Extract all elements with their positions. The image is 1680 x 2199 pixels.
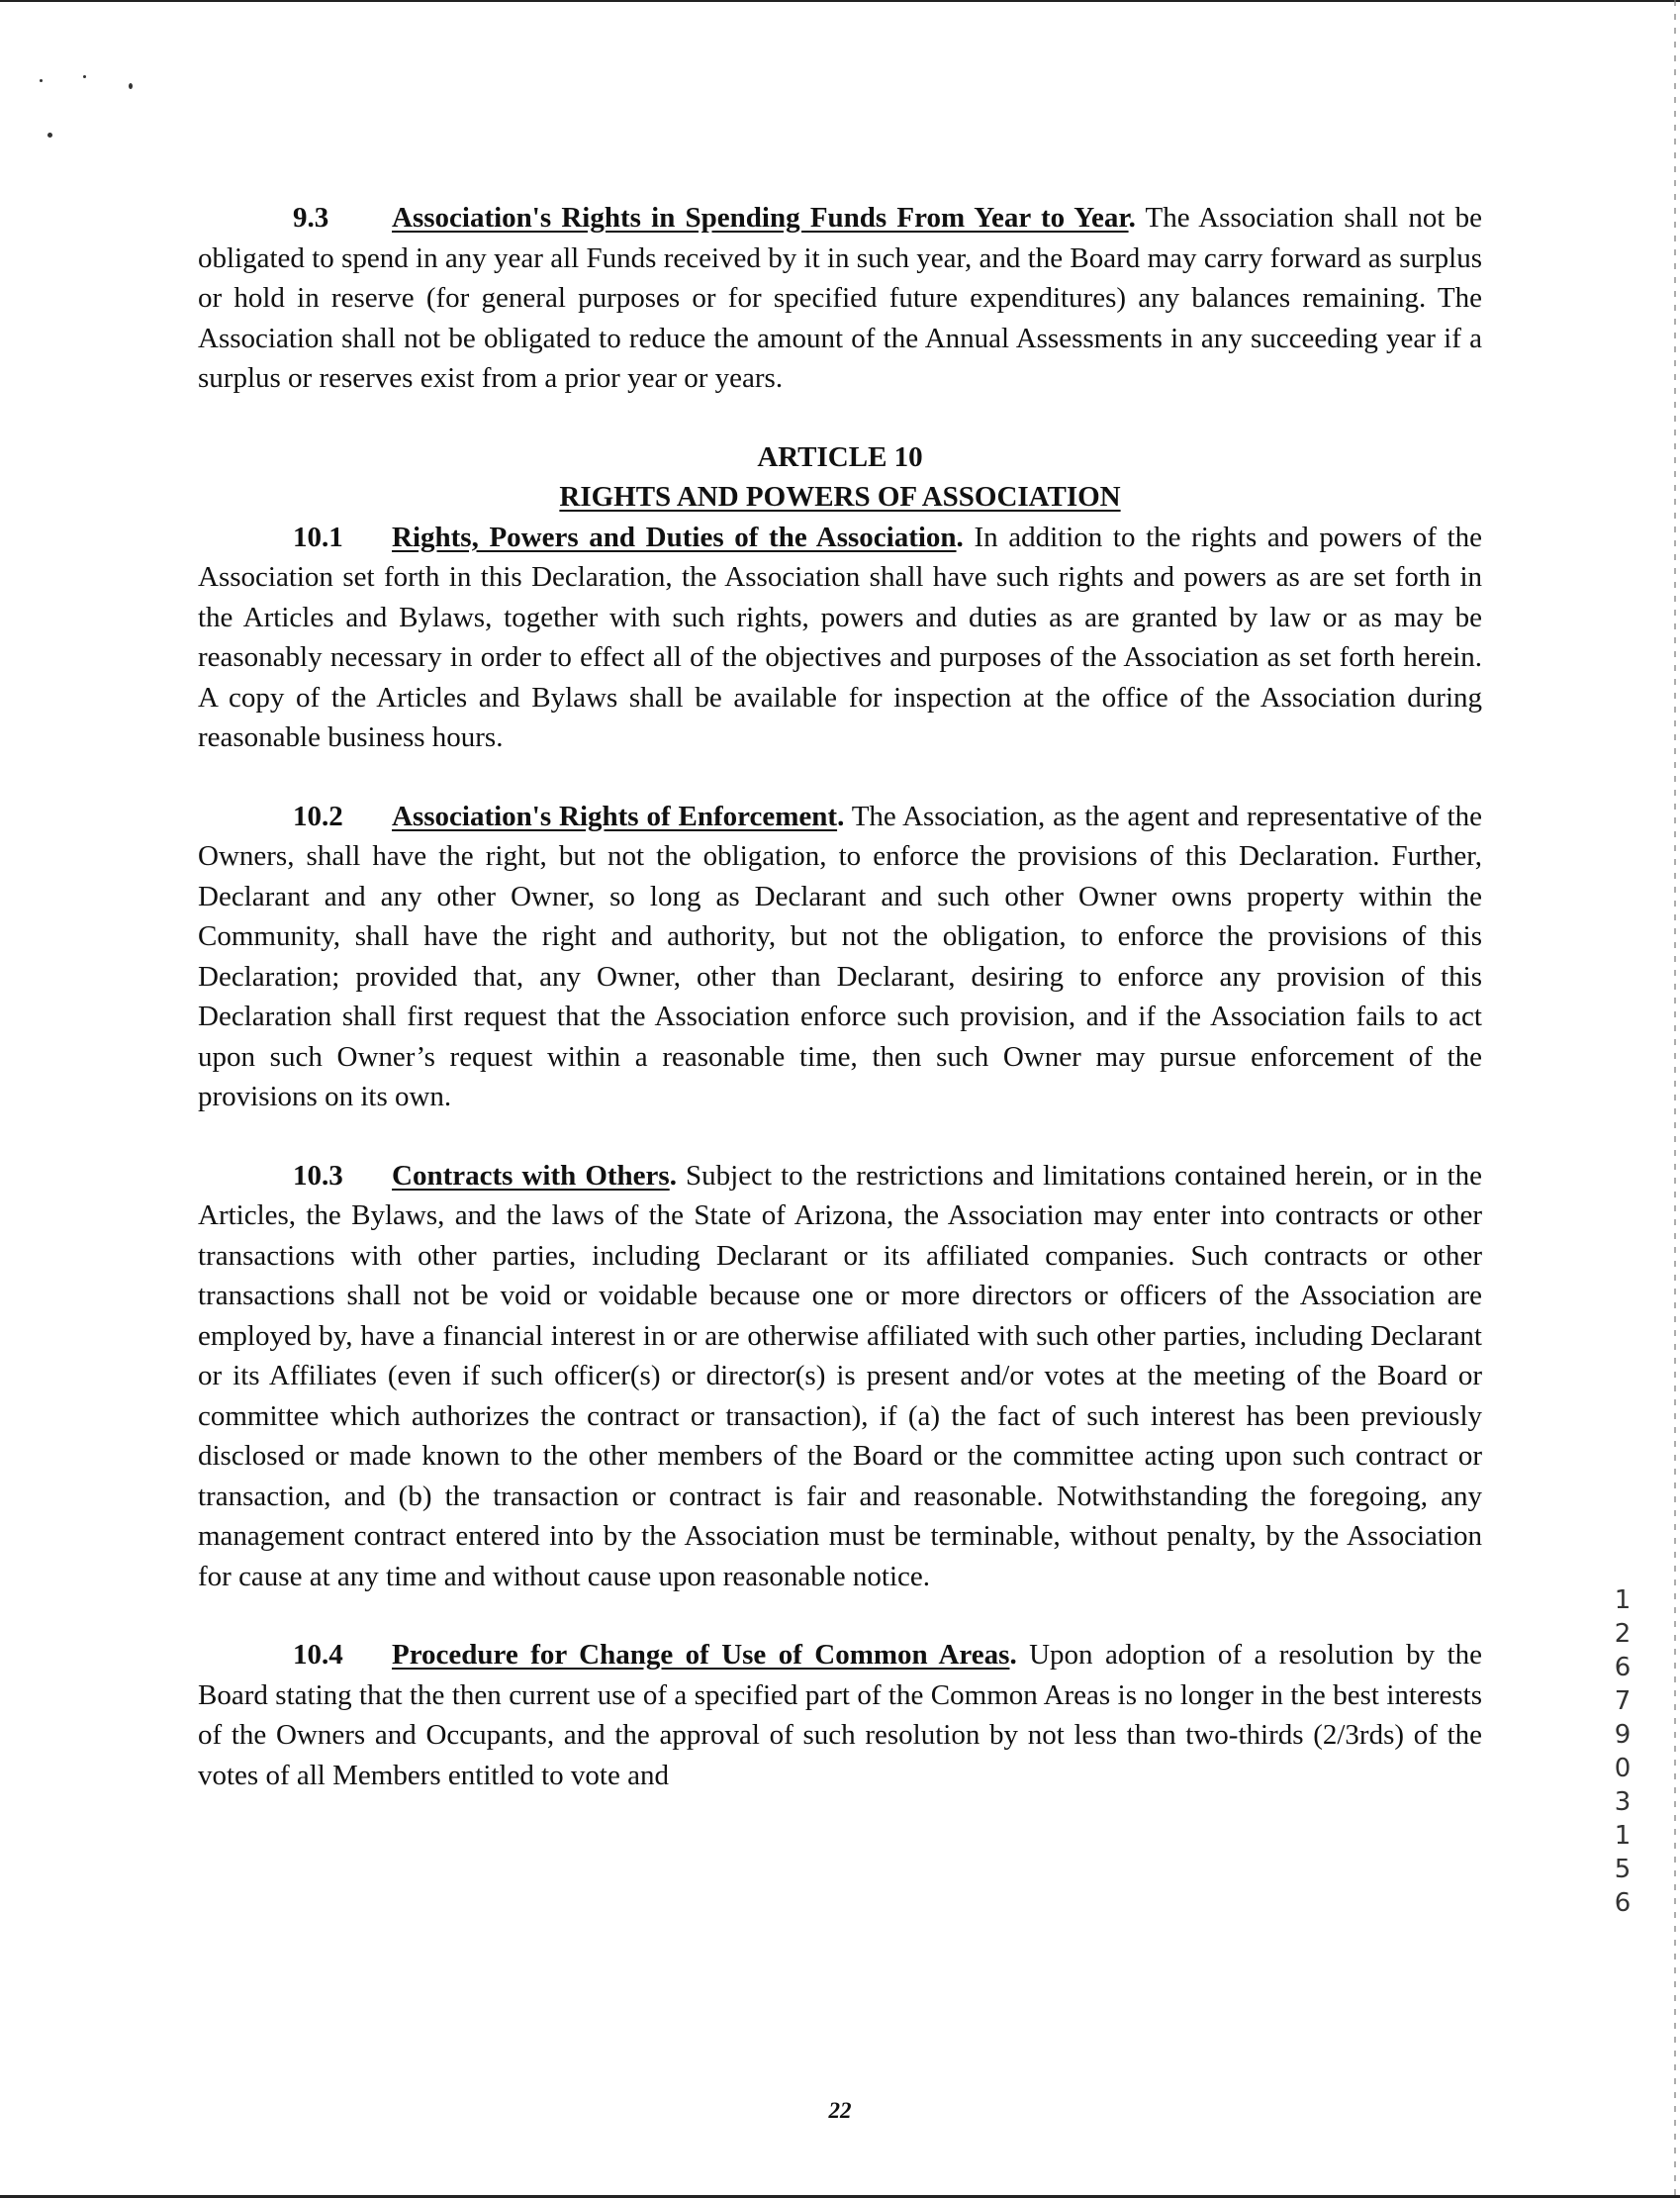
section-text: Subject to the restrictions and limitations contained herein, or in the Articles, the Bylaws, and the laws of the State of Arizona, the Association may enter into contracts or other transactions with other parties, including Declarant or its affiliated companies. Such contracts or other transactions shall not be void or voidable because one or more directors or officers of the Association are employed by, have a financial interest in or are otherwise affiliated with such other parties, including Declarant or its Affiliates (even if such officer(s) or director(s) is present and/or votes at the meeting of the Board or committee which authorizes the contract or transaction), if (a) the fact of such interest has been previously disclosed or made known to the other members of the Board or the committee acting upon such contract or transaction, and (b) the transaction or contract is fair and reasonable. Notwithstanding the foregoing, any management contract entered into by the Association must be terminable, without penalty, by the Association for cause at any time and without cause upon reasonable notice. <box>198 1159 1483 1592</box>
section-10-2 <box>198 797 1482 1117</box>
section-text: Upon adoption of a resolution by the Board stating that the then current use of a specified part of the Common Areas is no longer in the best interests of the Owners and Occupants, and the approval of such resolution by not less than two-thirds (2/3rds) of the votes of all Members entitled to vote and <box>198 1639 1482 1791</box>
section-heading: Association's Rights of Enforcement <box>392 800 838 832</box>
scan-speck <box>40 79 43 82</box>
section-number: 9.3 <box>293 202 329 234</box>
recording-stamp: 12679 03156 <box>1614 1585 1632 1918</box>
section-paragraph: 9.3 Association's Rights in Spending Funds From Year to Year. The Association shall not be obligated to spend in any year all Funds received by it in such year, and the Board may carry forward as surplus or hold in reserve (for general purposes or for specified future expenditures) any balances remaining. The Association shall not be obligated to reduce the amount of the Annual Assessments in any succeeding year if a surplus or reserves exist from a prior year or years. <box>198 198 1482 399</box>
document-page <box>198 198 1482 1834</box>
scan-speck <box>129 83 133 89</box>
section-10-3 <box>198 1156 1482 1597</box>
section-number: 10.2 <box>293 800 343 832</box>
section-number: 10.1 <box>293 521 343 553</box>
section-text: The Association, as the agent and representative of the Owners, shall have the right, but not the obligation, to enforce the provisions of this Declaration. Further, Declarant and any other Owner, so long as Declarant and such other Owner owns property within the Community, shall have the right and authority, but not the obligation, to enforce the provisions of this Declaration; provided that, any Owner, other than Declarant, desiring to enforce any provision of this Declaration shall first request that the Association enforce such provision, and if the Association fails to act upon such Owner’s request within a reasonable time, then such Owner may pursue enforcement of the provisions on its own. <box>198 800 1482 1112</box>
section-heading: Rights, Powers and Duties of the Association <box>392 521 957 553</box>
section-text: In addition to the rights and powers of the Association set forth in this Declaration, the Association shall have such rights and powers as are set forth in the Articles and Bylaws, together with such rights, powers and duties as are granted by law or as may be reasonably necessary in order to effect all of the objectives and purposes of the Association as set forth herein. A copy of the Articles and Bylaws shall be available for inspection at the office of the Association during reasonable business hours. <box>198 521 1482 753</box>
section-9-3 <box>198 198 1482 399</box>
page-number: 22 <box>828 2098 852 2123</box>
article-title: ARTICLE 10 <box>757 440 923 473</box>
section-paragraph: 10.1 Rights, Powers and Duties of the Association. In addition to the rights and powers of the Association set forth in this Declaration, the Association shall have such rights and powers as are set forth in the Articles and Bylaws, together with such rights, powers and duties as are granted by law or as may be reasonably necessary in order to effect all of the objectives and purposes of the Association as set forth herein. A copy of the Articles and Bylaws shall be available for inspection at the office of the Association during reasonable business hours. <box>198 518 1482 758</box>
section-10-4 <box>198 1635 1482 1795</box>
scan-speck <box>47 133 52 138</box>
scan-speck <box>83 75 86 78</box>
section-paragraph: 10.2 Association's Rights of Enforcement. The Association, as the agent and representative of the Owners, shall have the right, but not the obligation, to enforce the provisions of this Declaration. Further, Declarant and any other Owner, so long as Declarant and such other Owner owns property within the Community, shall have the right and authority, but not the obligation, to enforce the provisions of this Declaration; provided that, any Owner, other than Declarant, desiring to enforce any provision of this Declaration shall first request that the Association enforce such provision, and if the Association fails to act upon such Owner’s request within a reasonable time, then such Owner may pursue enforcement of the provisions on its own. <box>198 797 1482 1117</box>
section-heading: Contracts with Others <box>392 1159 670 1192</box>
section-heading: Association's Rights in Spending Funds From Year to Year <box>392 202 1129 234</box>
section-heading: Procedure for Change of Use of Common Areas <box>392 1639 1010 1671</box>
section-paragraph: 10.3 Contracts with Others. Subject to the restrictions and limitations contained herein, or in the Articles, the Bylaws, and the laws of the State of Arizona, the Association may enter into contracts or other transactions with other parties, including Declarant or its affiliated companies. Such contracts or other transactions shall not be void or voidable because one or more directors or officers of the Association are employed by, have a financial interest in or are otherwise affiliated with such other parties, including Declarant or its Affiliates (even if such officer(s) or director(s) is present and/or votes at the meeting of the Board or committee which authorizes the contract or transaction), if (a) the fact of such interest has been previously disclosed or made known to the other members of the Board or the committee acting upon such contract or transaction, and (b) the transaction or contract is fair and reasonable. Notwithstanding the foregoing, any management contract entered into by the Association must be terminable, without penalty, by the Association for cause at any time and without cause upon reasonable notice. <box>198 1156 1482 1597</box>
scan-border-right <box>1674 0 1676 2199</box>
article-subtitle: RIGHTS AND POWERS OF ASSOCIATION <box>559 481 1121 513</box>
section-number: 10.3 <box>293 1159 343 1192</box>
section-text: The Association shall not be obligated to spend in any year all Funds received by it in such year, and the Board may carry forward as surplus or hold in reserve (for general purposes or for specified future expenditures) any balances remaining. The Association shall not be obligated to reduce the amount of the Annual Assessments in any succeeding year if a surplus or reserves exist from a prior year or years. <box>198 202 1482 394</box>
section-10-1 <box>198 518 1482 758</box>
scan-border-top <box>0 0 1680 2</box>
section-paragraph: 10.4 Procedure for Change of Use of Common Areas. Upon adoption of a resolution by the Board stating that the then current use of a specified part of the Common Areas is no longer in the best interests of the Owners and Occupants, and the approval of such resolution by not less than two-thirds (2/3rds) of the votes of all Members entitled to vote and <box>198 1635 1482 1795</box>
section-number: 10.4 <box>293 1639 343 1671</box>
scan-border-bottom <box>0 2195 1680 2198</box>
